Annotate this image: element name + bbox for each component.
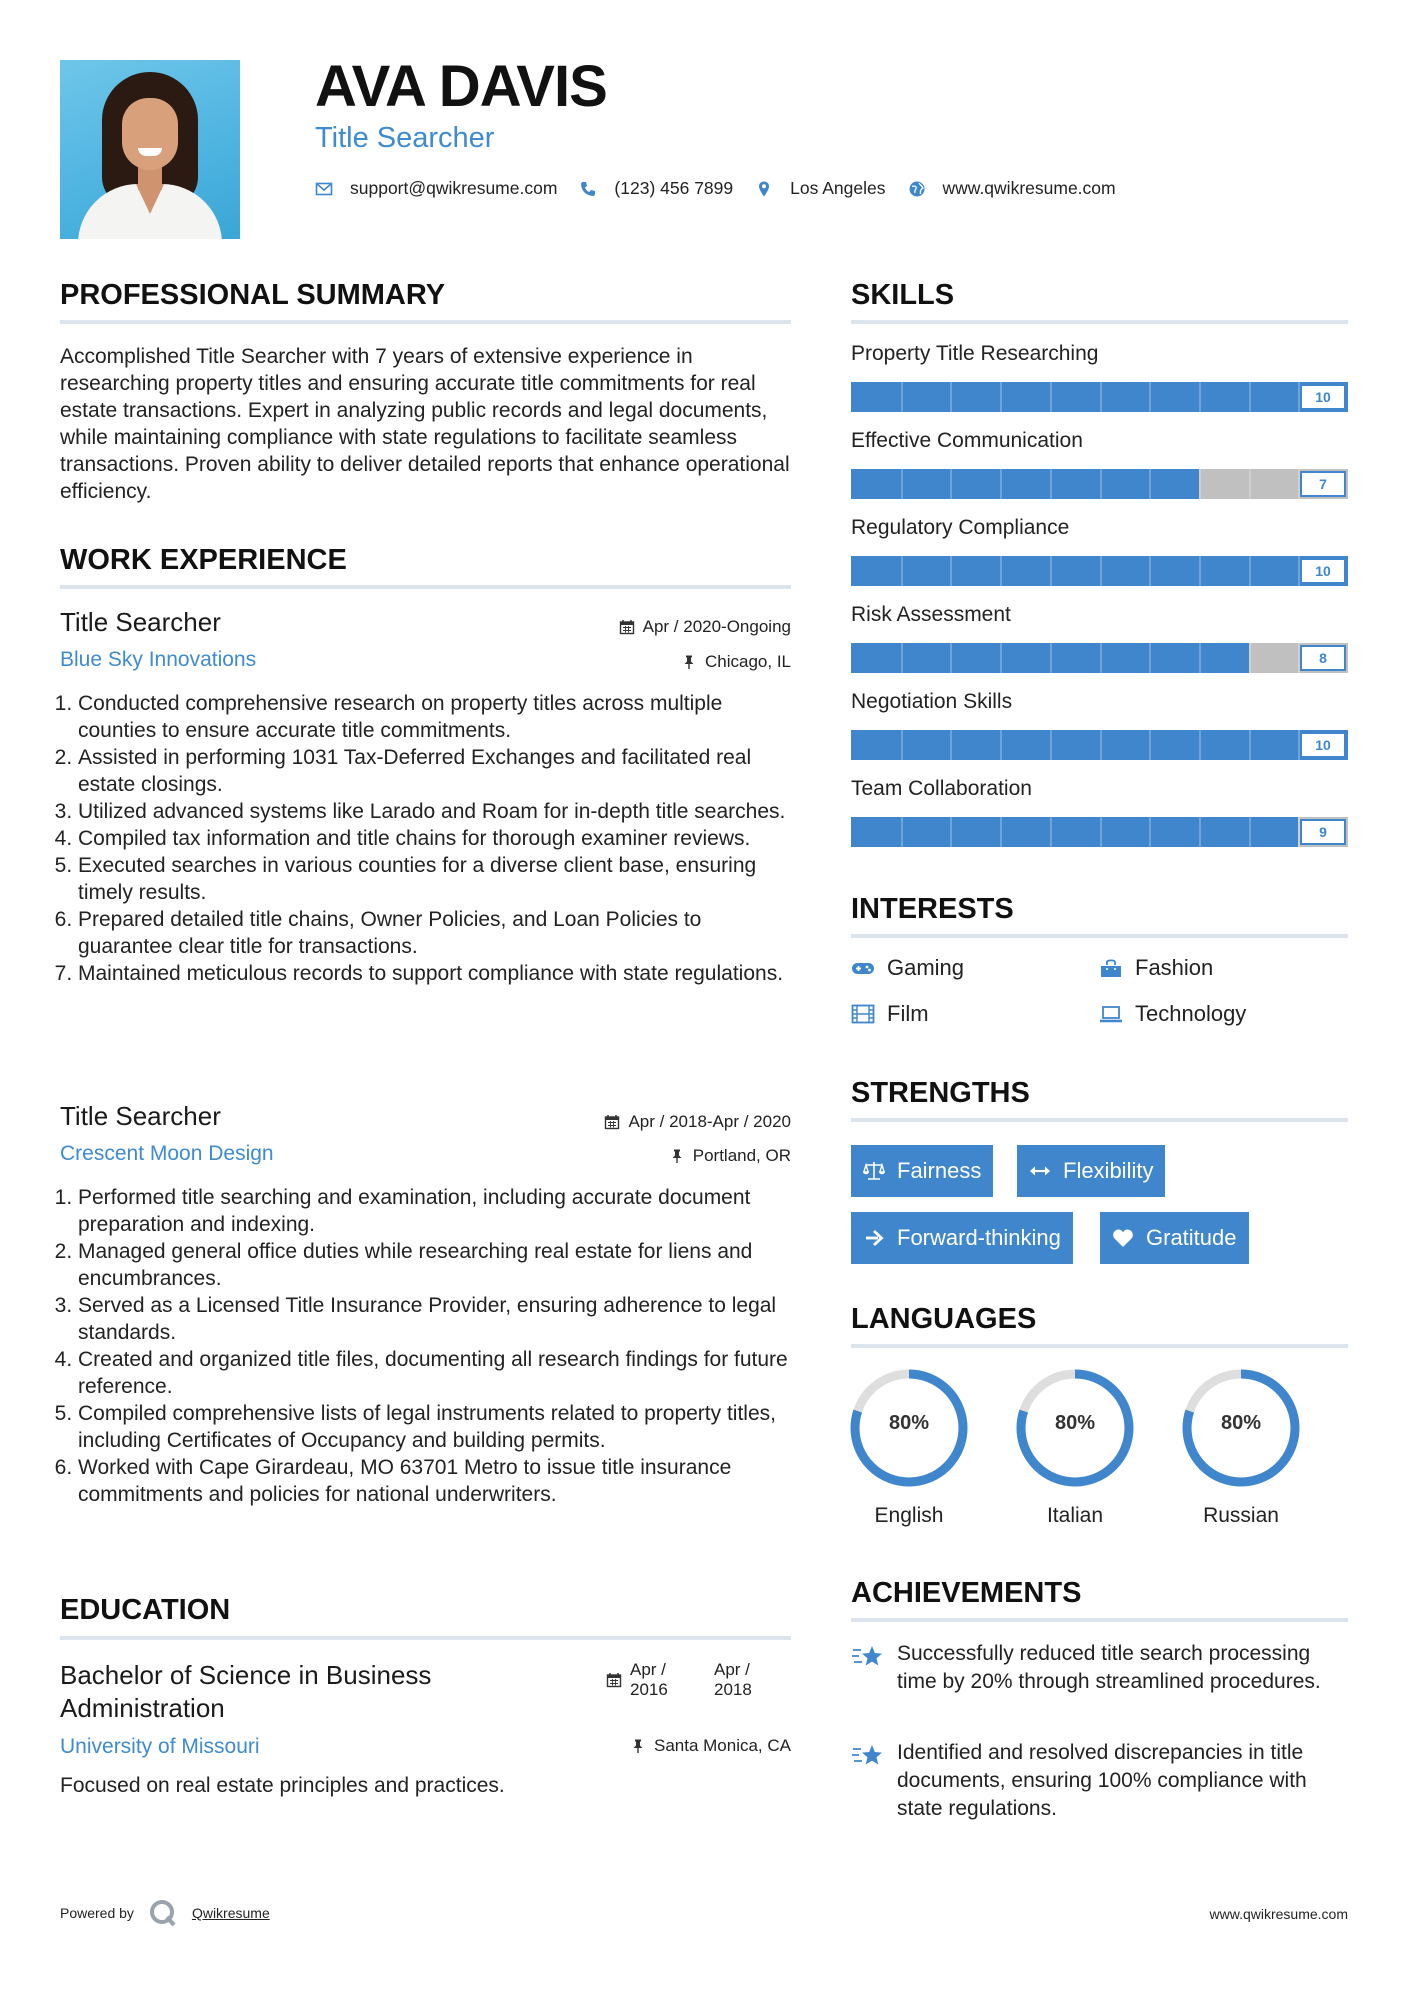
skill-bar-segment [950,643,952,673]
skill-bar-segment [1050,817,1052,847]
skill-bar-segment [901,643,903,673]
skill-bar-segment [1000,556,1002,586]
summary-divider [60,320,791,324]
gamepad-icon [851,958,875,978]
laptop-icon [1099,1004,1123,1024]
skill-bar-segment [1000,730,1002,760]
contact-location: Los Angeles [755,178,885,199]
calendar-icon [604,1114,620,1130]
job-location: Chicago, IL [681,652,791,672]
contact-bar [315,178,1138,199]
job-title: Title Searcher [60,1101,221,1131]
achievement-item: Identified and resolved discrepancies in title documents, ensuring 100% compliance with state regulations. [851,1739,1351,1823]
skill-score: 10 [1300,384,1346,410]
skill-bar-segment [1149,730,1151,760]
skill-label: Property Title Researching [851,342,1099,365]
job-dates: Apr / 2018-Apr / 2020 [604,1112,791,1132]
skill-bar [851,817,1348,847]
skill-bar-segment [901,730,903,760]
skills-divider [851,320,1348,324]
duty-item: 5. Compiled comprehensive lists of legal instruments related to property titles, including Certificates of Occupancy and building permits. [78,1400,795,1454]
skill-bar-segment [1050,469,1052,499]
language-name: Russian [1203,1504,1279,1527]
candidate-title: Title Searcher [315,122,495,154]
duty-item: 3. Utilized advanced systems like Larado and Roam for in-depth title searches. [78,798,795,825]
skill-bar-segment [1100,556,1102,586]
strengths-heading: STRENGTHS [851,1077,1030,1109]
qwikresume-link[interactable]: Qwikresume [191,1905,270,1921]
job-location: Portland, OR [669,1146,791,1166]
experience-heading: WORK EXPERIENCE [60,544,347,576]
skill-score: 10 [1300,558,1346,584]
skill-label: Team Collaboration [851,777,1032,800]
skill-bar-segment [1249,643,1251,673]
skill-bar-segment [1199,817,1201,847]
achievements-divider [851,1618,1348,1622]
skill-bar-segment [950,469,952,499]
interest-item-technology: Technology [1099,1001,1246,1027]
language-item [1179,1366,1303,1527]
skill-label: Regulatory Compliance [851,516,1070,539]
map-marker-icon [755,180,773,198]
heart-icon [1112,1227,1134,1249]
strength-tag-flexibility: Flexibility [1017,1145,1165,1197]
globe-icon [908,180,926,198]
skills-heading: SKILLS [851,279,955,311]
achievements-heading: ACHIEVEMENTS [851,1577,1082,1609]
calendar-icon [606,1672,622,1688]
duty-item: 2. Managed general office duties while researching real estate for liens and encumbrances. [78,1238,795,1292]
contact-phone[interactable]: (123) 456 7899 [579,178,733,199]
strengths-divider [851,1118,1348,1122]
achievement-item: Successfully reduced title search processing time by 20% through streamlined procedures. [851,1640,1351,1696]
skill-bar-fill [851,817,1298,847]
interest-item-gaming: Gaming [851,955,964,981]
skill-bar-segment [1149,643,1151,673]
contact-website[interactable]: www.qwikresume.com [908,178,1116,199]
skill-label: Effective Communication [851,429,1083,452]
skill-bar [851,382,1348,412]
skill-bar-segment [1100,817,1102,847]
skill-bar [851,643,1348,673]
skill-bar-segment [1100,643,1102,673]
skill-bar-segment [1149,817,1151,847]
job-duties-list [60,1184,795,1508]
interest-item-film: Film [851,1001,929,1027]
skill-bar-segment [1149,556,1151,586]
summary-text: Accomplished Title Searcher with 7 years of extensive experience in researching property titles and ensuring accurate title commitments for real estate transactions. Expert in analyzing public records and legal documents, while maintaining compliance with state regulations to facilitate seamless transactions. Proven ability to deliver detailed reports that enhance operational efficiency. [60,345,790,503]
skill-bar-segment [1050,730,1052,760]
job-company[interactable]: Blue Sky Innovations [60,648,257,671]
duty-item: 3. Served as a Licensed Title Insurance Provider, ensuring adherence to legal standards. [78,1292,795,1346]
education-heading: EDUCATION [60,1594,231,1626]
shooting-star-icon [851,1741,885,1771]
skill-bar-segment [950,817,952,847]
skill-bar-segment [1000,469,1002,499]
skill-bar-segment [1000,382,1002,412]
skill-bar-segment [901,382,903,412]
skill-bar-fill [851,469,1199,499]
education-dates: Apr / 2016 Apr / 2018 [606,1660,778,1700]
job-title: Title Searcher [60,607,221,637]
interest-item-fashion: Fashion [1099,955,1213,981]
job-dates: Apr / 2020-Ongoing [619,617,791,637]
skill-bar-segment [1050,556,1052,586]
skill-bar-segment [901,556,903,586]
skill-bar-segment [1199,556,1201,586]
skill-label: Risk Assessment [851,603,1011,626]
skill-bar-segment [1249,469,1251,499]
skill-bar-segment [1100,382,1102,412]
skill-bar-segment [1199,643,1201,673]
skill-bar-segment [1000,817,1002,847]
skill-bar-segment [1249,556,1251,586]
envelope-icon [315,180,333,198]
film-icon [851,1004,875,1024]
languages-divider [851,1344,1348,1348]
language-level: 80% [1054,1412,1096,1434]
skill-bar-segment [1199,382,1201,412]
skill-bar-segment [901,817,903,847]
duty-item: 7. Maintained meticulous records to support compliance with state regulations. [78,960,795,987]
strength-tag-gratitude: Gratitude [1100,1212,1249,1264]
language-level: 80% [1220,1412,1262,1434]
skill-bar-segment [901,469,903,499]
skill-bar-segment [1249,817,1251,847]
skill-bar-segment [1249,730,1251,760]
arrows-horizontal-icon [1029,1160,1051,1182]
contact-email[interactable]: support@qwikresume.com [315,178,557,199]
duty-item: 6. Prepared detailed title chains, Owner Policies, and Loan Policies to guarantee clear title for transactions. [78,906,795,960]
skill-score: 8 [1300,645,1346,671]
duty-item: 6. Worked with Cape Girardeau, MO 63701 Metro to issue title insurance commitments and policies for national underwriters. [78,1454,795,1508]
duty-item: 4. Created and organized title files, documenting all research findings for future reference. [78,1346,795,1400]
language-item [847,1366,971,1527]
skill-label: Negotiation Skills [851,690,1013,713]
skill-bar-segment [1100,469,1102,499]
education-note: Focused on real estate principles and practices. [60,1774,505,1797]
skill-bar-segment [1050,643,1052,673]
interests-heading: INTERESTS [851,893,1014,925]
skill-bar-segment [1249,382,1251,412]
summary-heading: PROFESSIONAL SUMMARY [60,279,446,311]
skill-bar-segment [950,556,952,586]
qwikresume-logo-icon [148,1898,178,1928]
language-name: English [874,1504,944,1527]
duty-item: 1. Conducted comprehensive research on property titles across multiple counties to ensure accurate title commitments. [78,690,795,744]
duty-item: 1. Performed title searching and examination, including accurate document preparation and indexing. [78,1184,795,1238]
languages-heading: LANGUAGES [851,1303,1037,1335]
duty-item: 4. Compiled tax information and title chains for thorough examiner reviews. [78,825,795,852]
footer-website[interactable]: www.qwikresume.com [1209,1906,1348,1922]
school-name[interactable]: University of Missouri [60,1735,260,1758]
phone-icon [579,180,597,198]
skill-bar-segment [1199,469,1201,499]
skill-score: 9 [1300,819,1346,845]
calendar-icon [619,619,635,635]
candidate-name: AVA DAVIS [315,54,607,119]
skill-bar-segment [1199,730,1201,760]
skill-bar [851,730,1348,760]
skill-bar-segment [1100,730,1102,760]
education-divider [60,1636,791,1640]
experience-divider [60,585,791,589]
skill-bar-segment [1000,643,1002,673]
language-level: 80% [888,1412,930,1434]
duty-item: 5. Executed searches in various counties for a diverse client base, ensuring timely results. [78,852,795,906]
profile-photo [60,60,240,239]
skill-bar [851,556,1348,586]
skill-bar-segment [1050,382,1052,412]
shopping-bag-icon [1099,958,1123,978]
strength-tag-forward-thinking: Forward-thinking [851,1212,1073,1264]
language-name: Italian [1046,1504,1104,1527]
language-item [1013,1366,1137,1527]
skill-score: 10 [1300,732,1346,758]
strength-tag-fairness: Fairness [851,1145,993,1197]
skill-bar [851,469,1348,499]
skill-bar-segment [1149,469,1151,499]
skill-bar-segment [950,730,952,760]
degree-title: Bachelor of Science in Business Administration [60,1660,432,1723]
balance-scale-icon [863,1160,885,1182]
skill-bar-segment [950,382,952,412]
arrow-right-icon [863,1227,885,1249]
pushpin-icon [669,1148,685,1164]
education-location: Santa Monica, CA [630,1736,791,1756]
job-duties-list [60,690,795,987]
skill-score: 7 [1300,471,1346,497]
footer-powered-by: Powered by Qwikresume [60,1898,270,1928]
job-company[interactable]: Crescent Moon Design [60,1142,274,1165]
shooting-star-icon [851,1642,885,1672]
skill-bar-segment [1149,382,1151,412]
pushpin-icon [630,1738,646,1754]
interests-divider [851,934,1348,938]
pushpin-icon [681,654,697,670]
duty-item: 2. Assisted in performing 1031 Tax-Deferred Exchanges and facilitated real estate closings. [78,744,795,798]
